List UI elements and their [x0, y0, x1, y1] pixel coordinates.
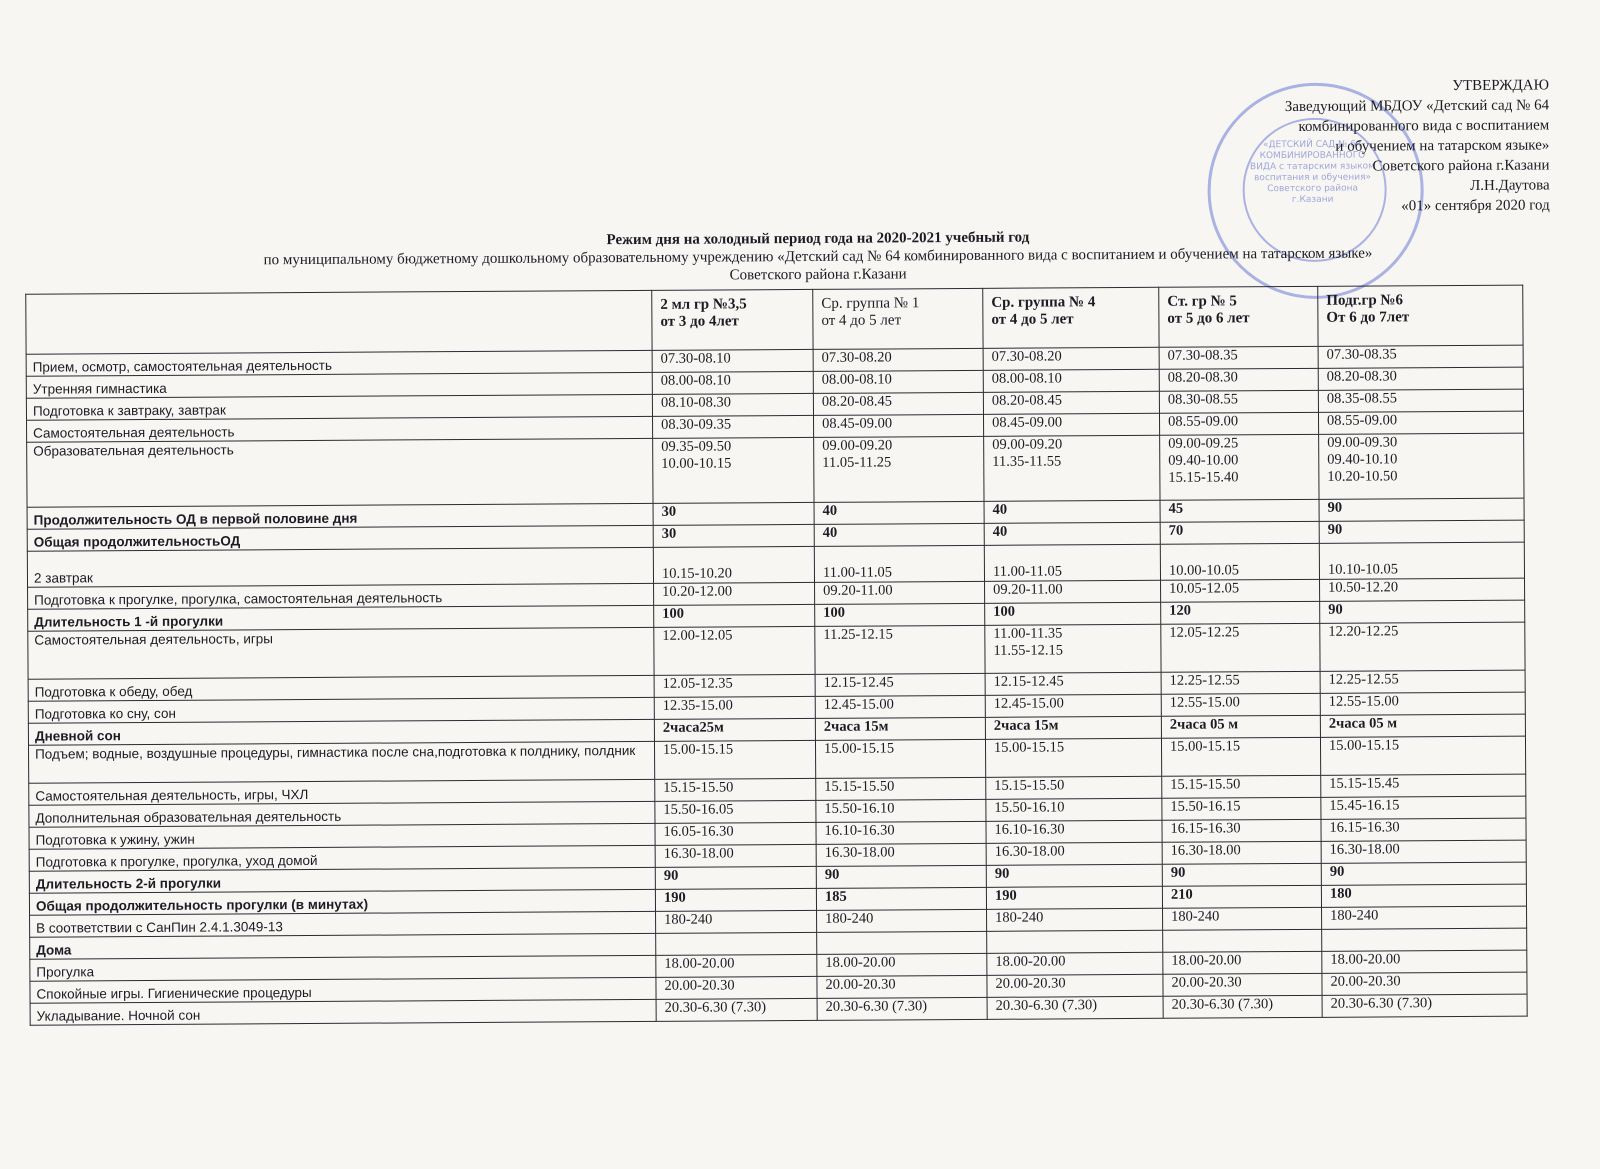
cell-line: 10.00-10.15: [661, 455, 732, 472]
header-group-3: Ср. группа № 4 от 4 до 5 лет: [983, 287, 1159, 348]
table-cell: [1160, 434, 1319, 500]
table-cell: 30: [653, 502, 814, 525]
table-cell: 16.05-16.30: [655, 822, 816, 845]
table-cell: 2часа25м: [654, 718, 815, 741]
table-cell: 90: [816, 865, 986, 888]
row-label: Подготовка ко сну, сон: [28, 697, 654, 723]
table-cell: 08.55-09.00: [1318, 411, 1523, 434]
table-cell: 12.35-15.00: [654, 696, 815, 719]
table-cell: 16.30-18.00: [986, 842, 1162, 865]
table-cell: 90: [1321, 862, 1526, 885]
table-cell: 07.30-08.35: [1159, 346, 1318, 369]
table-cell: 20.00-20.30: [1322, 972, 1527, 995]
table-cell: 18.00-20.00: [1163, 951, 1322, 974]
table-cell: 40: [814, 501, 984, 524]
table-cell: 120: [1161, 601, 1320, 624]
table-cell: 15.50-16.10: [816, 799, 986, 822]
table-cell: 16.10-16.30: [986, 820, 1162, 843]
table-cell: 11.00-11.05: [814, 545, 984, 582]
table-cell: 12.15-12.45: [815, 673, 985, 696]
title-main: Режим дня на холодный период года на 2020-2021 учебный год: [606, 229, 1030, 249]
table-cell: 07.30-08.20: [983, 347, 1159, 370]
header-corner: [26, 290, 652, 354]
row-label: Дополнительная образовательная деятельность: [29, 801, 655, 827]
table-cell: 08.55-09.00: [1159, 412, 1318, 435]
header-group-1: 2 мл гр №3,5 от 3 до 4лет: [652, 289, 813, 350]
table-cell: 180-240: [656, 910, 817, 933]
row-label: Общая продолжительностьОД: [27, 525, 653, 551]
table-cell: 20.30-6.30 (7.30): [1322, 994, 1527, 1017]
cell-line: 09.00-09.20: [822, 437, 893, 454]
table-cell: 180-240: [817, 909, 987, 932]
row-label: Подготовка к завтраку, завтрак: [26, 394, 652, 420]
cell-line: 11.55-12.15: [993, 642, 1064, 659]
title-district: Советского района г.Казани: [729, 266, 907, 284]
table-cell: 15.45-16.15: [1321, 796, 1526, 819]
table-cell: 08.00-08.10: [652, 371, 813, 394]
table-row: [27, 433, 1524, 507]
table-cell: 08.20-08.30: [1318, 367, 1523, 390]
table-cell: 20.00-20.30: [656, 976, 817, 999]
table-cell: 08.45-09.00: [813, 414, 983, 437]
table-cell: 15.00-15.15: [654, 740, 815, 779]
table-cell: 30: [653, 524, 814, 547]
table-cell: 70: [1160, 521, 1319, 544]
table-cell: [653, 437, 814, 503]
table-cell: [817, 931, 987, 954]
table-cell: 10.05-12.05: [1161, 579, 1320, 602]
row-label: Длительность 1 -й прогулки: [28, 605, 654, 631]
table-cell: 20.00-20.30: [1163, 973, 1322, 996]
cell-line: 11.00-11.35: [993, 625, 1063, 642]
table-cell: 12.05-12.35: [654, 674, 815, 697]
cell-line: 10.20-10.50: [1327, 468, 1398, 485]
table-cell: 12.15-12.45: [985, 672, 1161, 695]
table-cell: [1319, 433, 1524, 499]
row-label: Утренняя гимнастика: [26, 372, 652, 398]
table-cell: 12.25-12.55: [1320, 670, 1525, 693]
table-cell: 08.20-08.45: [983, 391, 1159, 414]
table-cell: 90: [655, 866, 816, 889]
table-cell: 2часа 05 м: [1161, 715, 1320, 738]
table-cell: 20.00-20.30: [817, 975, 987, 998]
table-cell: 210: [1162, 885, 1321, 908]
cell-line: 09.00-09.25: [1168, 435, 1239, 452]
cell-line: 09.40-10.00: [1168, 452, 1239, 469]
table-cell: 09.20-11.00: [985, 580, 1161, 603]
row-label: Укладывание. Ночной сон: [30, 999, 656, 1025]
row-label: Образовательная деятельность: [27, 438, 653, 507]
table-cell: 11.25-12.15: [815, 625, 985, 674]
table-cell: 18.00-20.00: [1322, 950, 1527, 973]
table-cell: 15.00-15.15: [815, 739, 985, 778]
approval-date: «01» сентября 2020 год: [1401, 197, 1550, 215]
table-cell: 08.30-08.55: [1159, 390, 1318, 413]
table-cell: 40: [814, 523, 984, 546]
row-label: Самостоятельная деятельность, игры: [28, 627, 654, 679]
cell-line: 11.35-11.55: [992, 453, 1062, 470]
table-cell: 15.00-15.15: [1161, 737, 1320, 776]
table-cell: 15.50-16.15: [1162, 797, 1321, 820]
cell-line: 09.40-10.10: [1327, 451, 1398, 468]
stamp-text: «ДЕТСКИЙ САД № 64 КОМБИНИРОВАННОГО ВИДА с татарским языком воспитания и обучения» Советского района г.Казани: [1249, 139, 1375, 205]
table-cell: 16.30-18.00: [655, 844, 816, 867]
table-cell: 12.45-15.00: [985, 694, 1161, 717]
table-cell: 10.00-10.05: [1160, 543, 1319, 580]
table-cell: 18.00-20.00: [987, 952, 1163, 975]
approval-signature-name: Л.Н.Даутова: [1470, 177, 1550, 194]
row-label: Дневной сон: [28, 719, 654, 745]
approval-line: Советского района г.Казани: [1372, 157, 1550, 175]
table-cell: 07.30-08.35: [1318, 345, 1523, 368]
table-cell: 08.00-08.10: [813, 370, 983, 393]
row-label: Подготовка к прогулке, прогулка, уход домой: [29, 845, 655, 871]
table-cell: 90: [1319, 520, 1524, 543]
header-group-2: Ср. группа № 1 от 4 до 5 лет: [813, 288, 983, 349]
table-cell: 10.20-12.00: [654, 582, 815, 605]
cell-line: 09.00-09.20: [992, 436, 1063, 453]
table-cell: 16.30-18.00: [816, 843, 986, 866]
table-cell: 12.55-15.00: [1320, 692, 1525, 715]
table-cell: [1163, 929, 1322, 952]
table-cell: 07.30-08.10: [652, 349, 813, 372]
table-cell: 20.30-6.30 (7.30): [656, 998, 817, 1021]
table-cell: 16.10-16.30: [816, 821, 986, 844]
table-cell: 08.10-08.30: [652, 393, 813, 416]
cell-line: 09.00-09.30: [1327, 434, 1398, 451]
row-label: Подготовка к ужину, ужин: [29, 823, 655, 849]
table-cell: 45: [1160, 499, 1319, 522]
table-cell: [814, 436, 984, 502]
table-cell: 16.15-16.30: [1321, 818, 1526, 841]
table-cell: 40: [984, 500, 1160, 523]
table-cell: 11.00-11.05: [984, 544, 1160, 581]
table-cell: 08.20-08.45: [813, 392, 983, 415]
table-cell: 180-240: [987, 908, 1163, 931]
approval-line: комбинированного вида с воспитанием: [1298, 117, 1550, 135]
header-group-4: Ст. гр № 5 от 5 до 6 лет: [1159, 286, 1318, 347]
table-cell: 12.00-12.05: [654, 626, 815, 675]
table-cell: [656, 932, 817, 955]
table-cell: 15.15-15.50: [1162, 775, 1321, 798]
row-label: Продолжительность ОД в первой половине дня: [27, 503, 653, 529]
approval-line: и обучением на татарском языке»: [1335, 137, 1550, 155]
row-label: Прогулка: [30, 955, 656, 981]
table-cell: [985, 624, 1161, 673]
header-row: [26, 285, 1523, 354]
row-label: Самостоятельная деятельность: [27, 416, 653, 442]
table-cell: 10.50-12.20: [1320, 578, 1525, 601]
document-title: [0, 225, 1600, 289]
table-cell: 10.15-10.20: [653, 546, 814, 583]
table-cell: 100: [654, 604, 815, 627]
table-cell: 100: [815, 603, 985, 626]
table-cell: 180-240: [1163, 907, 1322, 930]
table-cell: 12.55-15.00: [1161, 693, 1320, 716]
schedule-body: [26, 345, 1527, 1025]
row-label: Подготовка к обеду, обед: [28, 675, 654, 701]
row-label: Дома: [30, 933, 656, 959]
table-cell: 20.30-6.30 (7.30): [817, 997, 987, 1020]
table-cell: 08.45-09.00: [983, 413, 1159, 436]
header-group-5: Подг.гр №6 От 6 до 7лет: [1318, 285, 1523, 346]
table-cell: 12.20-12.25: [1320, 622, 1525, 671]
table-cell: 20.00-20.30: [987, 974, 1163, 997]
table-cell: 09.20-11.00: [815, 581, 985, 604]
table-cell: 90: [1162, 863, 1321, 886]
approval-block: [1129, 75, 1550, 218]
row-label: Спокойные игры. Гигиенические процедуры: [30, 977, 656, 1003]
table-cell: 100: [985, 602, 1161, 625]
table-cell: 15.50-16.05: [655, 800, 816, 823]
table-cell: 15.00-15.15: [985, 738, 1161, 777]
table-cell: 12.45-15.00: [815, 695, 985, 718]
row-label: Подготовка к прогулке, прогулка, самостоятельная деятельность: [28, 583, 654, 609]
table-cell: 2часа 15м: [985, 716, 1161, 739]
table-cell: 180: [1321, 884, 1526, 907]
table-cell: 190: [655, 888, 816, 911]
table-cell: 18.00-20.00: [656, 954, 817, 977]
table-cell: 12.05-12.25: [1161, 623, 1320, 672]
cell-line: 09.35-09.50: [661, 438, 732, 455]
table-cell: 15.00-15.15: [1320, 736, 1525, 775]
table-cell: 16.15-16.30: [1162, 819, 1321, 842]
table-cell: 07.30-08.20: [813, 348, 983, 371]
table-cell: 2часа 15м: [815, 717, 985, 740]
table-cell: 185: [816, 887, 986, 910]
table-cell: 15.15-15.50: [986, 776, 1162, 799]
table-cell: 90: [1320, 600, 1525, 623]
row-label: Общая продолжительность прогулки (в минутах): [29, 889, 655, 915]
row-label: Подъем; водные, воздушные процедуры, гимнастика после сна,подготовка к полднику, полдник: [28, 741, 654, 783]
row-label: Самостоятельная деятельность, игры, ЧХЛ: [29, 779, 655, 805]
table-cell: 15.15-15.45: [1321, 774, 1526, 797]
table-cell: 08.00-08.10: [983, 369, 1159, 392]
table-cell: [987, 930, 1163, 953]
table-cell: 12.25-12.55: [1161, 671, 1320, 694]
table-cell: 2часа 05 м: [1320, 714, 1525, 737]
approval-position: Заведующий МБДОУ «Детский сад № 64: [1284, 97, 1550, 116]
table-cell: 15.50-16.10: [986, 798, 1162, 821]
schedule-table: [25, 285, 1527, 1026]
row-label: Длительность 2-й прогулки: [29, 867, 655, 893]
row-label: Прием, осмотр, самостоятельная деятельность: [26, 350, 652, 376]
table-cell: 90: [986, 864, 1162, 887]
cell-line: 11.05-11.25: [822, 454, 892, 471]
row-label: В соответствии с СанПин 2.4.1.3049-13: [30, 911, 656, 937]
table-cell: 20.30-6.30 (7.30): [987, 996, 1163, 1019]
table-cell: 10.10-10.05: [1319, 542, 1524, 579]
title-institution: по муниципальному бюджетному дошкольному образовательному учреждению «Детский сад № 64 комбинированного вида с воспитанием и обучением на татарском языке»: [263, 245, 1373, 269]
table-cell: 15.15-15.50: [655, 778, 816, 801]
table-cell: [1322, 928, 1527, 951]
table-cell: 08.35-08.55: [1318, 389, 1523, 412]
cell-line: 15.15-15.40: [1168, 469, 1239, 486]
approval-heading: УТВЕРЖДАЮ: [1452, 77, 1550, 95]
table-cell: 16.30-18.00: [1162, 841, 1321, 864]
table-cell: 20.30-6.30 (7.30): [1163, 995, 1322, 1018]
table-cell: 90: [1319, 498, 1524, 521]
table-cell: 16.30-18.00: [1321, 840, 1526, 863]
table-cell: 18.00-20.00: [817, 953, 987, 976]
table-cell: 08.30-09.35: [652, 415, 813, 438]
table-cell: [984, 435, 1160, 501]
table-cell: 180-240: [1322, 906, 1527, 929]
table-cell: 40: [984, 522, 1160, 545]
table-cell: 190: [986, 886, 1162, 909]
table-cell: 08.20-08.30: [1159, 368, 1318, 391]
table-cell: 15.15-15.50: [816, 777, 986, 800]
row-label: 2 завтрак: [27, 547, 653, 587]
